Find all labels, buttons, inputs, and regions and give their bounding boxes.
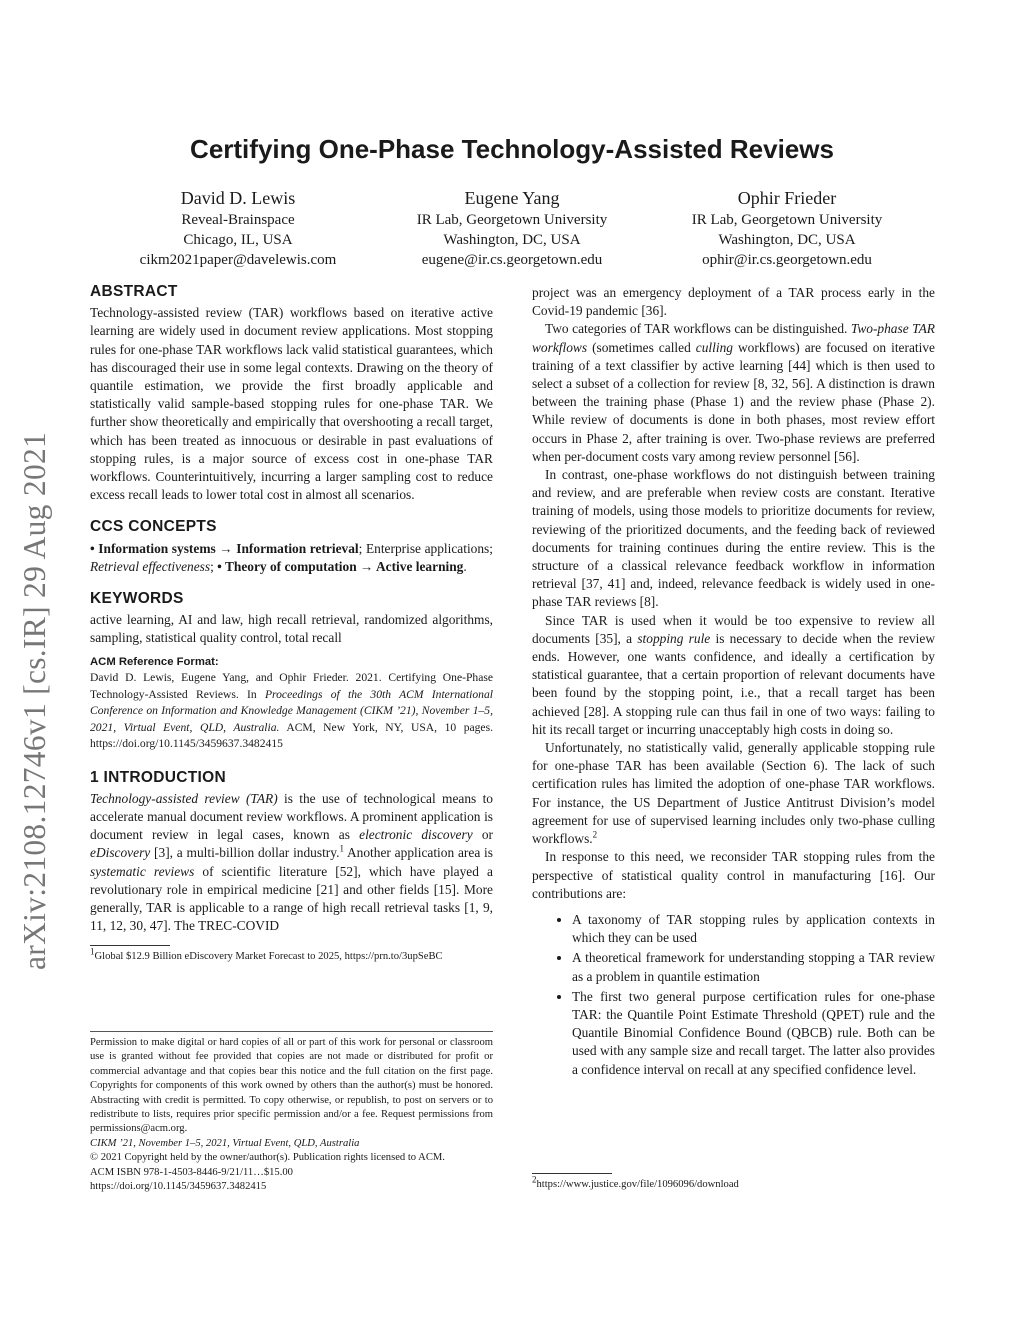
text-run: Unfortunately, no statistically valid, generally applicable stopping rule for one-phase TAR has been available (Section 6). The lack of such certification rules has limited the adoption of one-phase TAR workflows. For instance, the US Department of Justice Antitrust Division’s model agreement for use of supervised learning includes only two-phase culling workflows. xyxy=(532,740,935,847)
introduction-paragraph xyxy=(90,790,493,936)
author-name: Ophir Frieder xyxy=(737,188,837,208)
author-block xyxy=(637,186,937,270)
author-block xyxy=(362,186,662,270)
author-email: eugene@ir.cs.georgetown.edu xyxy=(421,252,603,268)
venue-line: CIKM ’21, November 1–5, 2021, Virtual Event, QLD, Australia xyxy=(90,1137,360,1149)
footnote-rule xyxy=(532,1173,612,1174)
author-block xyxy=(88,186,388,270)
permission-block xyxy=(90,1031,493,1194)
author-affiliation: Reveal-Brainspace xyxy=(181,212,295,228)
italic-text: Retrieval effectiveness xyxy=(90,558,211,574)
text-run: In contrast, one-phase workflows do not distinguish between training and review, and are preferable when review costs are constant. Iterative training of models, using those models to prioritize documents for review, reviewing of the prioritized documents, and the feeding back of reviewed documents for training continues during the entire review. This is the structure of a classical relevance feedback workflow in information retrieval [37, 41] and, indeed, relevance feedback is widely used in one-phase TAR reviews [8]. xyxy=(532,467,935,610)
author-email: cikm2021paper@davelewis.com xyxy=(139,252,337,268)
footnote-2-block xyxy=(532,1163,932,1193)
keywords-text: active learning, AI and law, high recall retrieval, randomized algorithms, sampling, statistical quality control, total recall xyxy=(90,612,493,646)
body-paragraph xyxy=(532,612,935,739)
text-run: of scientific literature [52], which have played a revolutionary role in empirical medicine [21] and other fields [15]. More generally, TAR is applicable to a range of high recall retrieval tasks [1, 9, 11, 12, 30, 47]. The TREC-COVID xyxy=(90,863,493,934)
author-name: Eugene Yang xyxy=(464,188,560,208)
acm-reference-heading: ACM Reference Format: xyxy=(90,655,219,668)
footnote-1 xyxy=(90,946,493,965)
text-run: ; xyxy=(210,558,218,574)
italic-text: culling xyxy=(695,339,733,355)
italic-text: eDiscovery xyxy=(90,845,151,861)
footnote-marker: 1 xyxy=(339,844,344,854)
introduction-heading: 1 INTRODUCTION xyxy=(90,768,226,786)
author-email: ophir@ir.cs.georgetown.edu xyxy=(702,252,872,268)
paper-title: Certifying One-Phase Technology-Assisted Reviews xyxy=(190,134,834,164)
text-run: is the use of technological means to accelerate manual document review workflows. A prominent application is document review in legal cases, known as xyxy=(90,790,493,843)
italic-text: Proceedings of the 30th ACM International Conference on Information and Knowledge Management (CIKM ’21), November 1–5, 2021, Virtual Event, QLD, Australia. xyxy=(90,687,493,734)
bold-text: • Information systems → Information retrieval xyxy=(90,540,359,556)
permission-text: Permission to make digital or hard copies of all or part of this work for personal or classroom use is granted without fee provided that copies are not made or distributed for profit or commercial advantage and that copies bear this notice and the full citation on the first page. Copyrights for components of this work owned by others than the author(s) must be honored. Abstracting with credit is permitted. To copy otherwise, or republish, to post on servers or to redistribute to lists, requires prior specific permission and/or a fee. Request permissions from permissions@acm.org. xyxy=(90,1037,493,1135)
footnote-marker: 2 xyxy=(592,829,598,840)
isbn-line: ACM ISBN 978-1-4503-8446-9/21/11…$15.00 xyxy=(90,1166,293,1178)
italic-text: electronic discovery xyxy=(359,827,473,843)
author-name: David D. Lewis xyxy=(180,188,296,208)
text-run: . xyxy=(463,558,467,574)
abstract-text: Technology-assisted review (TAR) workflows based on iterative active learning are widely used in document review applications. Most stopping rules for one-phase TAR workflows lack valid statistical guarantees, which has discouraged their use in some legal contexts. Drawing on the theory of quantile estimation, we provide the first broadly applicable and statistically valid sample-based stopping rules for one-phase TAR. We further show theoretically and empirically that overshooting a recall target, which has been treated as innocuous or desirable in past evaluations of stopping rules, is a major source of excess cost in one-phase TAR workflows. Counterintuitively, incurring a larger sampling cost to reduce excess recall leads to lower total cost in almost all scenarios. xyxy=(90,305,493,503)
acm-reference-text xyxy=(90,670,493,753)
text-run: Global $12.9 Billion eDiscovery Market Forecast to 2025, https://prn.to/3upSeBC xyxy=(94,951,443,963)
list-item: • The first two general purpose certification rules for one-phase TAR: the Quantile Point Estimate Threshold (QPET) rule and the Quantile Binomial Confidence Bound (QBCB) rule. Both can be used with any sample size and recall target. The latter also provides a confidence interval on recall at any specified confidence level. xyxy=(572,988,935,1079)
author-affiliation: IR Lab, Georgetown University xyxy=(416,212,608,228)
abstract-heading: ABSTRACT xyxy=(90,283,178,300)
italic-text: Technology-assisted review (TAR) xyxy=(90,790,278,806)
keywords-heading: KEYWORDS xyxy=(90,590,184,608)
body-paragraph xyxy=(532,739,935,848)
text-run: In response to this need, we reconsider TAR stopping rules from the perspective of statistical quality control in manufacturing [16]. Our contributions are: xyxy=(532,849,935,901)
text-run: Two categories of TAR workflows can be distinguished. xyxy=(545,321,851,337)
author-location: Chicago, IL, USA xyxy=(183,232,293,248)
text-run: David D. Lewis, Eugene Yang, and Ophir Frieder. 2021. Certifying One-Phase Technology-Assisted Reviews. In xyxy=(90,671,493,701)
contributions-list xyxy=(532,911,935,1079)
text-run: Since TAR is used when it would be too expensive to review all documents [35], a xyxy=(532,612,935,646)
text-run: ; Enterprise applications; xyxy=(358,540,493,556)
text-run: [3], a multi-billion dollar industry. xyxy=(150,845,340,861)
text-run: is necessary to decide when the review ends. However, one wants confidence, and ideally a certification by statistical guarantee, that a certain proportion of relevant documents have been found by the stopping point, i.e., that a recall target has been achieved [28]. A stopping rule can thus fail in one of two ways: failing to hit its recall target or incurring unacceptably high costs in doing so. xyxy=(532,630,935,737)
doi-link[interactable]: https://doi.org/10.1145/3459637.3482415 xyxy=(90,1181,267,1193)
footnote-marker: 1 xyxy=(90,946,95,957)
italic-text: Two-phase TAR workflows xyxy=(532,321,935,355)
text-run: workflows) are focused on iterative training of a text classifier by active learning [44] which is then used to select a subset of a collection for review [8, 32, 56]. A distinction is drawn between the training phase (Phase 1) and the review phase (Phase 2). While review of documents is done in both phases, most review effort occurs in Phase 2, after training is over. Two-phase reviews are preferred when per-document costs vary among review personnel [56]. xyxy=(532,339,935,464)
body-paragraph xyxy=(532,320,935,466)
author-location: Washington, DC, USA xyxy=(443,232,581,248)
text-run: project was an emergency deployment of a TAR process early in the Covid-19 pandemic [36]. xyxy=(532,285,935,319)
body-paragraph xyxy=(532,848,935,903)
list-item: • A theoretical framework for understanding stopping a TAR review as a problem in quantile estimation xyxy=(572,949,935,985)
left-column xyxy=(90,283,493,965)
footnote-marker: 2 xyxy=(532,1174,537,1185)
author-location: Washington, DC, USA xyxy=(718,232,856,248)
footnote-rule xyxy=(90,945,170,946)
text-run: https://www.justice.gov/file/1096096/download xyxy=(536,1179,739,1190)
right-column xyxy=(532,284,935,1081)
italic-text: systematic reviews xyxy=(90,863,195,879)
list-item: • A taxonomy of TAR stopping rules by application contexts in which they can be used xyxy=(572,911,935,947)
text-run: Another application area is xyxy=(343,845,493,861)
body-paragraph xyxy=(532,466,935,612)
footnote-2 xyxy=(532,1174,932,1193)
text-run: ACM, New York, NY, USA, 10 pages. https://doi.org/10.1145/3459637.3482415 xyxy=(90,720,493,751)
ccs-text xyxy=(90,540,493,576)
copyright-line: © 2021 Copyright held by the owner/author(s). Publication rights licensed to ACM. xyxy=(90,1152,445,1164)
text-run: or xyxy=(472,827,493,843)
arxiv-stamp: arXiv:2108.12746v1 [cs.IR] 29 Aug 2021 xyxy=(17,431,52,970)
acm-reference xyxy=(90,654,493,753)
bold-text: • Theory of computation → Active learning xyxy=(217,558,464,574)
italic-text: stopping rule xyxy=(637,630,711,646)
ccs-heading: CCS CONCEPTS xyxy=(90,518,217,536)
text-run: (sometimes called xyxy=(587,339,696,355)
body-paragraph xyxy=(532,284,935,320)
author-affiliation: IR Lab, Georgetown University xyxy=(691,212,883,228)
